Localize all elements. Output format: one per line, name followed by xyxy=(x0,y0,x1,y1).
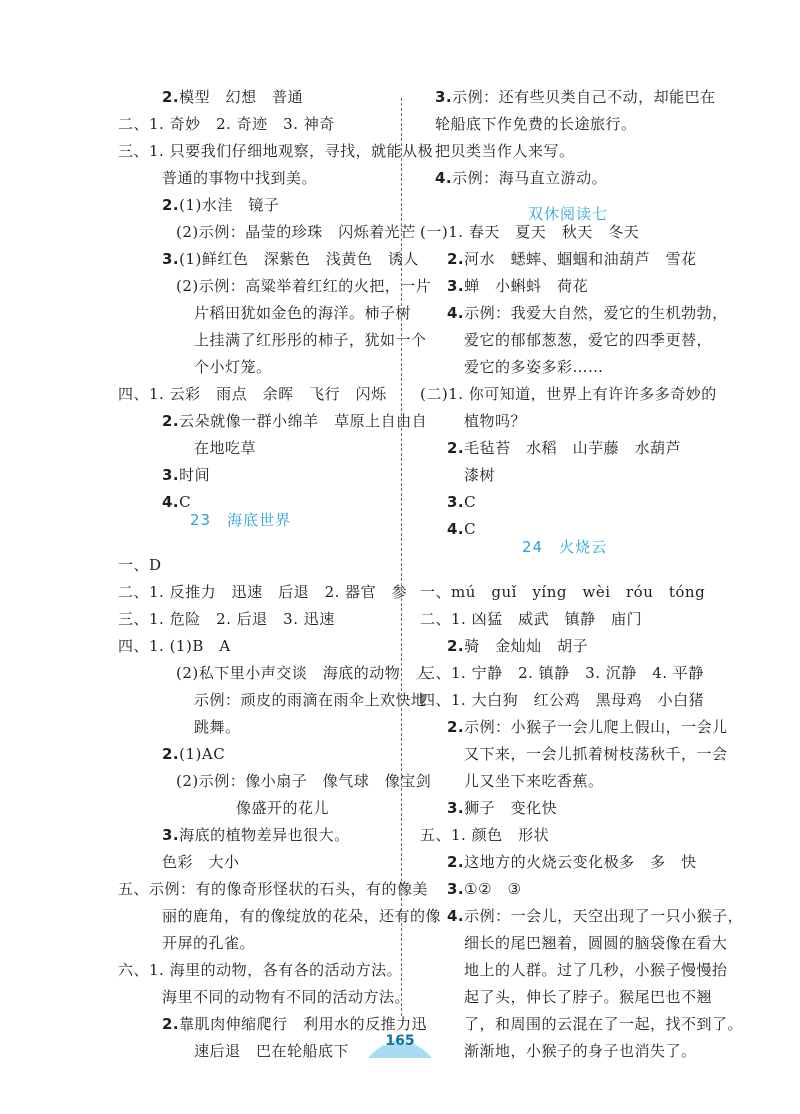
answer-line xyxy=(176,771,431,791)
answer-text: 蝉 小蝌蚪 荷花 xyxy=(464,277,589,295)
answer-line xyxy=(176,663,431,683)
page-number-badge xyxy=(360,1028,440,1058)
answer-line xyxy=(464,1041,697,1061)
answer-text: 轮船底下作免费的长途旅行。 xyxy=(435,115,637,133)
item-number: 3. xyxy=(162,826,180,844)
answer-text: 开屏的孔雀。 xyxy=(162,934,256,952)
item-number: 4. xyxy=(447,520,465,538)
answer-line xyxy=(162,987,410,1007)
answer-line xyxy=(447,717,728,737)
answer-text: 个小灯笼。 xyxy=(194,358,272,376)
answer-line xyxy=(162,825,350,845)
item-number: 2. xyxy=(447,250,465,268)
answer-line xyxy=(118,555,162,575)
answer-line xyxy=(162,933,255,953)
answer-line xyxy=(118,384,387,404)
answer-text: 又下来，一会儿抓着树枝荡秋千，一会 xyxy=(464,745,728,763)
item-number: 4. xyxy=(162,493,180,511)
item-number: 2. xyxy=(162,412,180,430)
item-number: 3. xyxy=(447,277,465,295)
answer-line xyxy=(162,744,225,764)
answer-text: 二、1. 奇妙 2. 奇迹 3. 神奇 xyxy=(118,115,335,133)
answer-line xyxy=(118,960,402,980)
answer-line xyxy=(464,933,728,953)
item-number: 2. xyxy=(447,718,465,736)
answer-text: 示例：小猴子一会儿爬上假山，一会儿 xyxy=(464,718,728,736)
answer-line xyxy=(162,411,427,431)
answer-text: 六、1. 海里的动物，各有各的活动方法。 xyxy=(118,961,403,979)
answer-text: 一、mú guǐ yíng wèi róu tóng xyxy=(420,583,706,601)
answer-line xyxy=(162,492,191,512)
answer-text: 示例：海马直立游动。 xyxy=(452,169,608,187)
answer-line xyxy=(194,330,427,350)
answer-line xyxy=(447,492,476,512)
answer-text: 跳舞。 xyxy=(194,718,241,736)
answer-text: (1)鲜红色 深紫色 浅黄色 诱人 xyxy=(179,250,419,268)
answer-text: 四、1. 云彩 雨点 余晖 飞行 闪烁 xyxy=(118,385,387,403)
answer-text: 毛毡苔 水稻 山芋藤 水葫芦 xyxy=(464,439,682,457)
answer-line xyxy=(447,276,588,296)
answer-line xyxy=(162,465,210,485)
answer-line xyxy=(420,690,704,710)
answer-text: 狮子 变化快 xyxy=(464,799,558,817)
answer-line xyxy=(194,438,256,458)
answer-line xyxy=(464,960,728,980)
answer-line xyxy=(118,636,231,656)
answer-text: 了，和周围的云混在了一起，找不到了。 xyxy=(464,1015,744,1033)
answer-text: ①② ③ xyxy=(464,880,522,898)
answer-line xyxy=(118,114,335,134)
answer-line xyxy=(447,636,588,656)
answer-line xyxy=(420,609,642,629)
answer-text: 普通的事物中找到美。 xyxy=(162,169,318,187)
answer-line xyxy=(194,717,241,737)
item-number: 3. xyxy=(447,799,465,817)
answer-line xyxy=(464,771,604,791)
item-number: 3. xyxy=(435,88,453,106)
answer-line xyxy=(162,906,441,926)
answer-line xyxy=(176,276,431,296)
answer-text: 五、示例：有的像奇形怪状的石头，有的像美 xyxy=(118,880,429,898)
answer-line xyxy=(162,852,240,872)
answer-line xyxy=(194,1041,349,1061)
answer-text: 海底的植物差异也很大。 xyxy=(179,826,350,844)
answer-line xyxy=(118,609,335,629)
answer-text: 把贝类当作人来写。 xyxy=(435,142,575,160)
answer-text: 起了头，伸长了脖子。猴尾巴也不翘 xyxy=(464,988,713,1006)
answer-text: 示例：我爱大自然，爱它的生机勃勃， xyxy=(464,304,728,322)
answer-line xyxy=(435,141,575,161)
answer-line xyxy=(194,303,411,323)
answer-text: 上挂满了红彤彤的柿子，犹如一个 xyxy=(194,331,427,349)
answer-text: 四、1. 大白狗 红公鸡 黑母鸡 小白猪 xyxy=(420,691,705,709)
answer-text: 河水 蟋蟀、蝈蝈和油葫芦 雪花 xyxy=(464,250,697,268)
answer-text: 地上的人群。过了几秒，小猴子慢慢抬 xyxy=(464,961,728,979)
item-number: 2. xyxy=(162,1015,180,1033)
answer-text: (1)AC xyxy=(179,745,226,763)
answer-text: 速后退 巴在轮船底下 xyxy=(194,1042,350,1060)
answer-line xyxy=(447,519,476,539)
answer-line xyxy=(176,222,416,242)
answer-text: 三、1. 宁静 2. 镇静 3. 沉静 4. 平静 xyxy=(420,664,704,682)
answer-text: 像盛开的花儿 xyxy=(236,799,330,817)
answer-text: 爱它的多姿多彩…… xyxy=(464,358,604,376)
answer-line xyxy=(194,690,427,710)
answer-line xyxy=(118,141,433,161)
answer-text: C xyxy=(179,493,192,511)
answer-line xyxy=(464,357,604,377)
answer-line xyxy=(447,879,521,899)
answer-line xyxy=(162,87,303,107)
answer-line xyxy=(236,798,329,818)
answer-line xyxy=(435,87,716,107)
section-title-24: 24 火烧云 xyxy=(522,538,608,556)
answer-line xyxy=(447,906,743,926)
answer-text: 五、1. 颜色 形状 xyxy=(420,826,550,844)
answer-text: 模型 幻想 普通 xyxy=(179,88,304,106)
answer-line xyxy=(194,357,272,377)
answer-text: C xyxy=(464,493,477,511)
answer-text: 时间 xyxy=(179,466,211,484)
answer-line xyxy=(162,195,279,215)
answer-line xyxy=(420,825,549,845)
answer-line xyxy=(162,249,419,269)
item-number: 4. xyxy=(435,169,453,187)
answer-line xyxy=(464,411,526,431)
answer-line xyxy=(447,798,557,818)
answer-line xyxy=(420,663,704,683)
answer-line xyxy=(447,303,728,323)
answer-text: 这地方的火烧云变化极多 多 快 xyxy=(464,853,697,871)
item-number: 2. xyxy=(162,196,180,214)
answer-text: 云朵就像一群小绵羊 草原上自由自 xyxy=(179,412,428,430)
answer-text: (2)私下里小声交谈 海底的动物 人 xyxy=(176,664,432,682)
answer-text: (2)示例：高粱举着红红的火把，一片 xyxy=(176,277,432,295)
answer-text: (二)1. 你可知道，世界上有许许多多奇妙的 xyxy=(420,385,717,403)
item-number: 2. xyxy=(447,439,465,457)
item-number: 3. xyxy=(447,880,465,898)
answer-text: (一)1. 春天 夏天 秋天 冬天 xyxy=(420,223,640,241)
answer-text: 细长的尾巴翘着，圆圆的脑袋像在看大 xyxy=(464,934,728,952)
answer-line xyxy=(118,879,428,899)
item-number: 2. xyxy=(162,88,180,106)
answer-text: 示例：一会儿，天空出现了一只小猴子， xyxy=(464,907,744,925)
answer-line xyxy=(420,222,639,242)
answer-line xyxy=(420,384,717,404)
answer-text: 四、1. (1)B A xyxy=(118,637,231,655)
item-number: 2. xyxy=(162,745,180,763)
answer-line xyxy=(118,582,407,602)
answer-line xyxy=(464,987,712,1007)
answer-line xyxy=(435,114,637,134)
answer-line xyxy=(420,582,705,602)
answer-text: 一、D xyxy=(118,556,162,574)
section-title-weekend-reading: 双休阅读七 xyxy=(528,205,609,223)
answer-text: 丽的鹿角，有的像绽放的花朵，还有的像 xyxy=(162,907,442,925)
answer-text: 儿又坐下来吃香蕉。 xyxy=(464,772,604,790)
item-number: 3. xyxy=(162,250,180,268)
answer-text: 骑 金灿灿 胡子 xyxy=(464,637,589,655)
answer-text: C xyxy=(464,520,477,538)
item-number: 2. xyxy=(447,853,465,871)
answer-line xyxy=(464,744,728,764)
answer-text: 色彩 大小 xyxy=(162,853,240,871)
answer-text: 三、1. 危险 2. 后退 3. 迅速 xyxy=(118,610,335,628)
answer-text: 在地吃草 xyxy=(194,439,257,457)
item-number: 3. xyxy=(162,466,180,484)
answer-text: 二、1. 凶猛 威武 镇静 庙门 xyxy=(420,610,643,628)
answer-text: 渐渐地，小猴子的身子也消失了。 xyxy=(464,1042,697,1060)
answer-line xyxy=(464,465,495,485)
answer-text: (1)水洼 镜子 xyxy=(179,196,280,214)
answer-text: 三、1. 只要我们仔细地观察，寻找，就能从极 xyxy=(118,142,434,160)
item-number: 4. xyxy=(447,304,465,322)
answer-text: 片稻田犹如金色的海洋。柿子树 xyxy=(194,304,412,322)
item-number: 2. xyxy=(447,637,465,655)
item-number: 4. xyxy=(447,907,465,925)
answer-line xyxy=(162,168,317,188)
answer-text: (2)示例：晶莹的珍珠 闪烁着光芒 xyxy=(176,223,416,241)
answer-text: 爱它的郁郁葱葱，爱它的四季更替， xyxy=(464,331,713,349)
answer-line xyxy=(447,249,697,269)
answer-text: 漆树 xyxy=(464,466,496,484)
answer-text: 植物吗？ xyxy=(464,412,527,430)
answer-line xyxy=(447,852,697,872)
page-number: 165 xyxy=(385,1033,415,1049)
answer-line xyxy=(435,168,607,188)
answer-text: 示例：还有些贝类自己不动，却能巴在 xyxy=(452,88,716,106)
answer-text: 二、1. 反推力 迅速 后退 2. 器官 参 xyxy=(118,583,408,601)
answer-line xyxy=(447,438,681,458)
answer-text: 示例：顽皮的雨滴在雨伞上欢快地 xyxy=(194,691,427,709)
answer-line xyxy=(464,1014,743,1034)
section-title-23: 23 海底世界 xyxy=(190,511,292,529)
item-number: 3. xyxy=(447,493,465,511)
column-divider xyxy=(401,98,402,1016)
answer-line xyxy=(464,330,712,350)
answer-text: 靠肌肉伸缩爬行 利用水的反推力迅 xyxy=(179,1015,428,1033)
answer-text: 海里不同的动物有不同的活动方法。 xyxy=(162,988,411,1006)
answer-text: (2)示例：像小扇子 像气球 像宝剑 xyxy=(176,772,432,790)
